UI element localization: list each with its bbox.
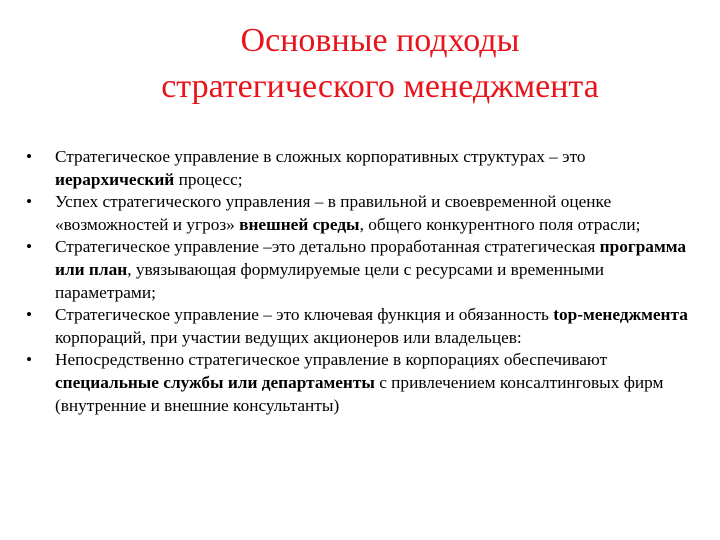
- bullet-list: [22, 146, 694, 417]
- item-text: , увязывающая формулируемые цели с ресурсами и временными параметрами;: [55, 259, 605, 302]
- slide-title-line-1: Основные подходы: [240, 22, 520, 59]
- bullet-icon: •: [26, 237, 33, 257]
- item-text: корпораций, при участии ведущих акционеров или владельцев:: [55, 327, 522, 347]
- bullet-icon: •: [26, 350, 33, 370]
- item-emphasis: или департаменты: [227, 372, 375, 392]
- bullet-icon: •: [26, 147, 33, 166]
- item-text: Успех стратегического управления – в правильной и своевременной оценке «возможностей и угроз»: [55, 192, 612, 234]
- item-emphasis: top-менеджмента: [553, 305, 688, 325]
- item-emphasis: программа или план: [55, 237, 687, 279]
- list-item: [22, 349, 694, 417]
- item-emphasis: специальные службы: [55, 372, 224, 392]
- bullet-icon: •: [26, 305, 33, 325]
- item-text: Стратегическое управление – это ключевая функция и обязанность: [55, 305, 554, 325]
- slide-title: [60, 18, 700, 110]
- item-text: Стратегическое управление в сложных корпоративных структурах – это: [55, 147, 586, 166]
- item-emphasis: внешней среды: [239, 214, 360, 234]
- item-text: Непосредственно стратегическое управление в корпорациях обеспечивают: [55, 350, 608, 370]
- slide-title-line-2: стратегического менеджмента: [161, 68, 599, 105]
- item-text: с привлечением консалтинговых фирм (внутренние и внешние консультанты): [55, 372, 664, 415]
- bullet-icon: •: [26, 192, 33, 212]
- item-text: , общего конкурентного поля отрасли;: [359, 214, 641, 234]
- list-item: [22, 146, 694, 191]
- item-text: Стратегическое управление –это детально проработанная стратегическая: [55, 237, 600, 257]
- item-emphasis: иерархический: [55, 169, 175, 189]
- list-item: [22, 304, 694, 349]
- list-item: [22, 236, 694, 304]
- list-item: [22, 191, 694, 236]
- item-text: процесс;: [174, 169, 243, 189]
